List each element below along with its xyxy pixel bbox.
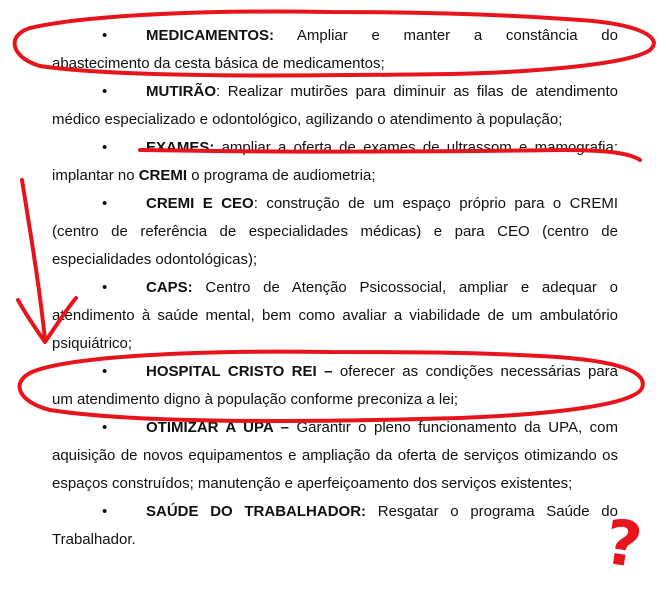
item-continuation: um atendimento digno à população conforme preconiza a lei; xyxy=(52,391,459,408)
item-text: oferecer as condições necessárias para xyxy=(332,363,619,380)
item-heading: MEDICAMENTOS: xyxy=(146,27,275,44)
question-mark-annotation: ? xyxy=(600,504,647,583)
item-heading: EXAMES: xyxy=(146,139,215,156)
item-text: : construção de um espaço próprio para o CREMI xyxy=(253,195,618,212)
item-text: Centro de Atenção Psicossocial, ampliar e adequar o xyxy=(192,279,618,296)
item-continuation: aquisição de novos equipamentos e ampliação da oferta de serviços otimizando os espaços construídos; manutenção e aperfeiçoamento dos serviços existentes; xyxy=(52,447,618,492)
bullet: • xyxy=(102,83,108,100)
item-continuation: abastecimento da cesta básica de medicamentos; xyxy=(52,55,385,72)
list-item-medicamentos xyxy=(52,22,618,78)
item-continuation: Trabalhador. xyxy=(52,531,136,548)
document-body xyxy=(52,22,618,554)
bullet: • xyxy=(102,279,108,296)
bullet: • xyxy=(102,27,108,44)
item-heading: MUTIRÃO xyxy=(146,83,216,100)
item-heading: OTIMIZAR A UPA – xyxy=(146,419,290,436)
item-heading: SAÚDE DO TRABALHADOR: xyxy=(146,503,367,520)
item-inline-bold: CREMI xyxy=(138,167,188,184)
item-heading: CAPS: xyxy=(146,279,193,296)
item-continuation xyxy=(52,162,618,190)
bullet: • xyxy=(102,419,108,436)
list-item-hospital-cristo-rei xyxy=(52,358,618,414)
item-heading: CREMI E CEO xyxy=(146,195,254,212)
list-item-exames xyxy=(52,134,618,190)
item-continuation: (centro de referência de especialidades médicas) e para CEO (centro de especialidades odontológicas); xyxy=(52,223,618,268)
item-heading: HOSPITAL CRISTO REI – xyxy=(146,363,333,380)
list-item-caps xyxy=(52,274,618,358)
bullet: • xyxy=(102,139,108,156)
list-item-saude-trabalhador xyxy=(52,498,618,554)
bullet: • xyxy=(102,503,108,520)
item-text: Resgatar o programa Saúde do xyxy=(366,503,618,520)
item-text: implantar no xyxy=(52,167,139,184)
list-item-mutirao xyxy=(52,78,618,134)
item-continuation: médico especializado e odontológico, agilizando o atendimento à população; xyxy=(52,111,563,128)
item-text: : Realizar mutirões para diminuir as filas de atendimento xyxy=(216,83,618,100)
item-text: Ampliar e manter a constância do xyxy=(274,27,618,44)
bullet: • xyxy=(102,363,108,380)
item-text: o programa de audiometria; xyxy=(187,167,376,184)
item-continuation: atendimento à saúde mental, bem como avaliar a viabilidade de um ambulatório psiquiátrico; xyxy=(52,307,618,352)
list-item-cremi-ceo xyxy=(52,190,618,274)
bullet: • xyxy=(102,195,108,212)
item-text: ampliar a oferta de exames de ultrassom e mamografia; xyxy=(214,139,618,156)
item-text: Garantir o pleno funcionamento da UPA, com xyxy=(289,419,618,436)
list-item-otimizar-upa xyxy=(52,414,618,498)
